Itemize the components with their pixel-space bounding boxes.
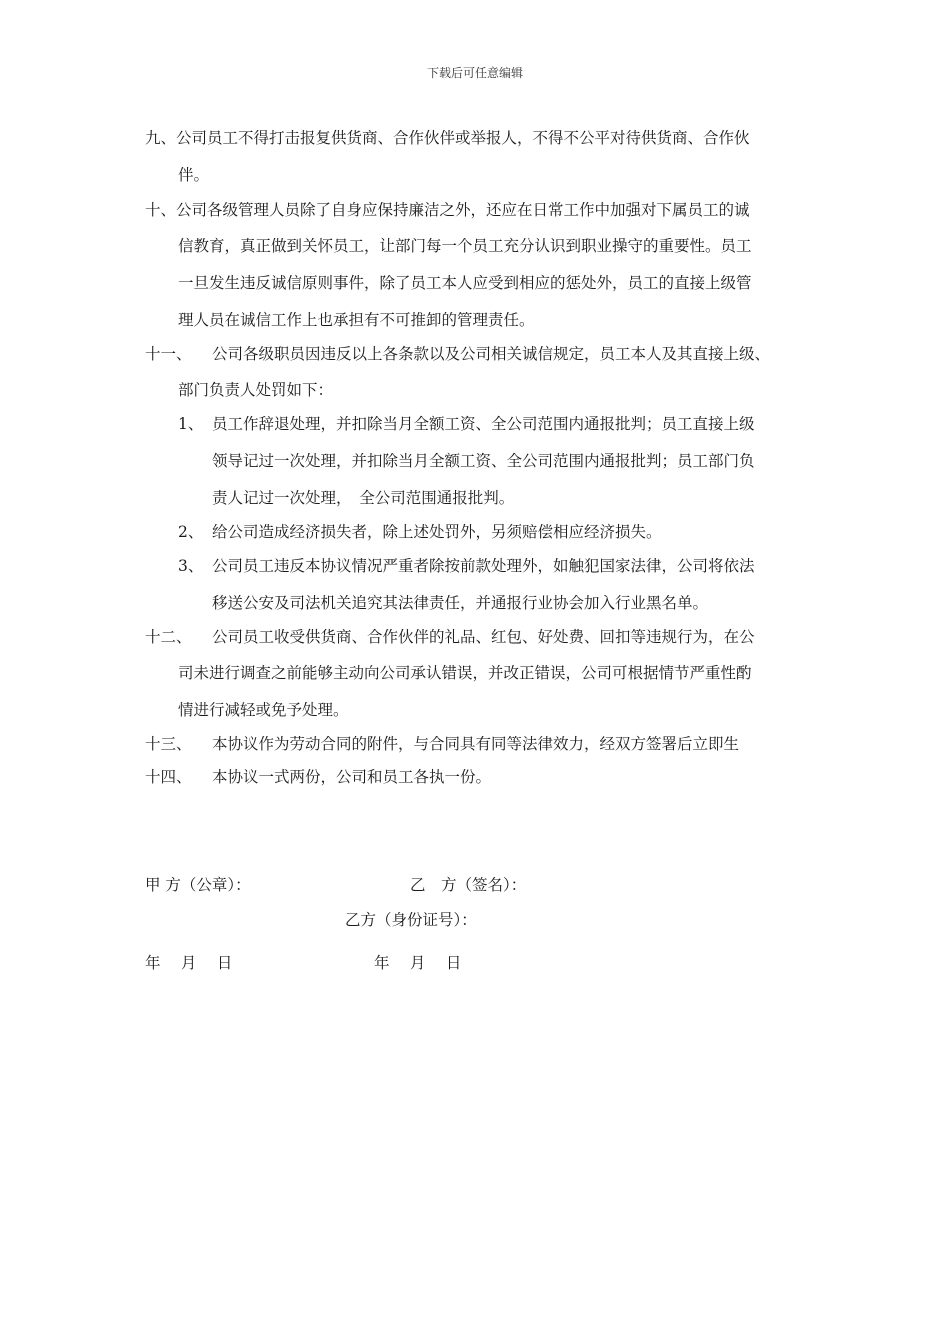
- clause-13-number: 十三、: [145, 735, 192, 753]
- clause-11-item-1-line-1: 员工作辞退处理，并扣除当月全额工资、全公司范围内通报批判；员工直接上级: [212, 415, 755, 433]
- clause-11-item-1-number: 1、: [178, 415, 204, 433]
- clause-12-line-3: 情进行减轻或免予处理。: [178, 701, 349, 719]
- page-header: 下载后可任意编辑: [426, 66, 523, 80]
- clause-10-line-1: 十、公司各级管理人员除了自身应保持廉洁之外，还应在日常工作中加强对下属员工的诚: [145, 201, 750, 219]
- clause-11-item-2-number: 2、: [178, 523, 204, 541]
- clause-11-line-1: 公司各级职员因违反以上各条款以及公司相关诚信规定，员工本人及其直接上级、: [212, 345, 771, 363]
- clause-11-item-1-line-3: 责人记过一次处理， 全公司范围通报批判。: [212, 489, 515, 507]
- clause-9-line-2: 伴。: [178, 166, 210, 184]
- clause-11-line-2: 部门负责人处罚如下：: [178, 381, 334, 399]
- clause-12-number: 十二、: [145, 628, 192, 646]
- party-b-id-label: 乙方（身份证号）：: [345, 911, 477, 929]
- clause-14-number: 十四、: [145, 768, 192, 786]
- clause-10-line-4: 理人员在诚信工作上也承担有不可推卸的管理责任。: [178, 311, 535, 329]
- party-b-date: 年 月 日: [374, 954, 462, 972]
- clause-11-item-3-line-2: 移送公安及司法机关追究其法律责任，并通报行业协会加入行业黑名单。: [212, 594, 709, 612]
- clause-12-line-2: 司未进行调查之前能够主动向公司承认错误，并改正错误，公司可根据情节严重性酌: [178, 664, 752, 682]
- clause-11-item-1-line-2: 领导记过一次处理，并扣除当月全额工资、全公司范围内通报批判；员工部门负: [212, 452, 755, 470]
- clause-12-line-1: 公司员工收受供货商、合作伙伴的礼品、红包、好处费、回扣等违规行为，在公: [212, 628, 755, 646]
- clause-9-line-1: 九、公司员工不得打击报复供货商、合作伙伴或举报人，不得不公平对待供货商、合作伙: [145, 129, 750, 147]
- party-b-label: 乙 方（签名）：: [410, 876, 527, 894]
- clause-10-line-2: 信教育，真正做到关怀员工，让部门每一个员工充分认识到职业操守的重要性。员工: [178, 237, 752, 255]
- clause-11-item-2-line-1: 给公司造成经济损失者，除上述处罚外，另须赔偿相应经济损失。: [212, 523, 662, 541]
- clause-11-item-3-number: 3、: [178, 557, 204, 575]
- party-a-date: 年 月 日: [145, 954, 233, 972]
- clause-13-line-1: 本协议作为劳动合同的附件，与合同具有同等法律效力，经双方签署后立即生: [212, 735, 740, 753]
- clause-10-line-3: 一旦发生违反诚信原则事件，除了员工本人应受到相应的惩处外，员工的直接上级管: [178, 274, 752, 292]
- clause-11-item-3-line-1: 公司员工违反本协议情况严重者除按前款处理外，如触犯国家法律，公司将依法: [212, 557, 755, 575]
- clause-14-line-1: 本协议一式两份，公司和员工各执一份。: [212, 768, 492, 786]
- clause-11-number: 十一、: [145, 345, 192, 363]
- party-a-label: 甲 方（公章）：: [145, 876, 251, 894]
